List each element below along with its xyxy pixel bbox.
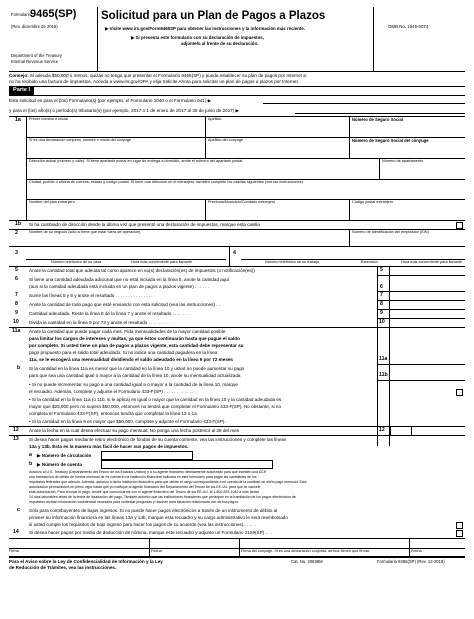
dept-line2: Internal Revenue Service	[11, 59, 59, 64]
line-7-number: 7	[15, 292, 18, 298]
line-3-number: 3	[15, 250, 18, 256]
omb-block	[373, 7, 466, 71]
line-11b-text-1: Si la cantidad en la línea 11a es menor que la cantidad en la línea 10 y usted no puede aumentar su pago	[29, 366, 245, 371]
spouse-last-name-label: Apellido del cónyuge	[208, 138, 244, 142]
line-c-text-2: proveer su información financiera en las líneas 13a y 13b, marque esta recuadro y su cargo administrativo le será reembolsado	[29, 515, 288, 520]
line-11a-text-2: para limitar los cargos de intereses y multas, ya que éstos continuarán hasta que pague el saldo	[29, 336, 240, 341]
line-11b-number: b	[17, 365, 21, 371]
line-13a-letter: a	[29, 452, 32, 458]
line-10-number: 10	[13, 319, 19, 325]
line-11a-text-3: por completo. Si usted tiene un plan de pagos a plazos vigente, esta cantidad debe representar su	[29, 343, 244, 348]
line-6-text: Si tiene una cantidad adeudada adicional que no está incluida en la línea 5, anote la cantidad aquí	[29, 277, 230, 282]
line-8-box-number: 8	[380, 301, 383, 307]
line-14-text: Si desea hacer pagos por medio de deducción de nómina, marque este recuadro y adjunte un Formulario 2159(SP) . . .	[29, 530, 272, 535]
consejo-line2: no ha recibido una factura de impuestos. Acceda a www.irs.gov/OPA y elija Solicite Ahora para solicitar un plan de pagos a plazos por Internet.	[9, 79, 299, 84]
footer-privacy-1: Para el Aviso sobre la Ley de Confidencialidad de Información y la Ley	[9, 559, 163, 564]
foreign-country-label: Nombre del país extranjero	[29, 200, 75, 204]
line-6-box-number: 6	[380, 284, 383, 290]
intro-line2-field[interactable]	[295, 113, 465, 114]
spouse-date-label: Fecha	[411, 549, 422, 553]
account-number-label: ▶ Número de cuenta	[37, 462, 82, 467]
line-13b-letter: b	[29, 461, 33, 467]
line-10-box-number: 10	[379, 319, 385, 325]
omb-number: OMB No. 1545-0074	[388, 24, 429, 29]
payroll-deduction-checkbox[interactable]	[456, 530, 463, 537]
line-c-text-3: si usted cumple los requisitos de bajo ingreso para hacer los pagos de su acuerdo (vea las instrucciones) . . . . .	[29, 522, 257, 527]
line-11a-text-5: 11a, se le escogerá una mensualidad dividiendo el saldo adeudado en la línea 9 por 72 meses	[29, 357, 233, 362]
line-11b-text-2: para que sea una cantidad igual o mayor a la cantidad de la línea 10, anote su mensualidad actualizada	[29, 373, 241, 378]
home-phone-time-label: Hora más conveniente para llamarle	[131, 260, 192, 264]
line-9-text: Cantidad adeudada. Reste la línea 8 de la línea 7 y anote el resultado . . . . . . .	[29, 311, 190, 316]
form-title-block	[97, 7, 373, 71]
auth-line-4: autorización permanecerá en pleno vigor hasta que yo notifique al agente financiero del Departamento del Tesoro de los EE.UU. para que se cancele	[29, 485, 261, 489]
form-prefix: Formulario	[11, 12, 32, 17]
address-label: Dirección actual (número y calle). Si tiene apartado postal en lugar de entrega a domicilio, anote el número del apartado postal.	[29, 159, 244, 163]
bullet-3-line: • Si la cantidad en la línea 9 es mayor que $50,000, complete y adjunte el Formulario 433-F(SP).	[29, 419, 226, 424]
spouse-first-name-label: Si es una declaración conjunta, nombre e inicial del cónyuge	[29, 138, 131, 142]
spouse-signature-label: Firma del cónyuge. Si es una declaración conjunta, ambos tienen que firmar.	[241, 549, 370, 553]
line-11a-number: 11a	[12, 328, 21, 334]
line-11a-text-4: pago propuesto para el saldo total adeudado. Si no indica una cantidad pagadera en la línea	[29, 350, 218, 355]
line-1b-number: 1b	[15, 221, 22, 227]
work-extension-label: Extensión	[361, 260, 378, 264]
line-5-number: 5	[15, 267, 18, 273]
dept-line1: Department of the Treasury	[11, 53, 62, 58]
city-state-zip-label: Ciudad, pueblo u oficina de correos, estado y código postal. Si tiene una dirección en el extranjero, también complete los casillas siguientes (vea las instrucciones).	[29, 180, 304, 184]
line-8-number: 8	[15, 301, 18, 307]
line-11a-text-1: Anote la cantidad que puede pagar cada mes. Pida mensualidades de la mayor cantidad posible	[29, 329, 226, 334]
line-5-box-number: 5	[380, 267, 383, 273]
routing-number-label: ▶ Número de circulación	[37, 453, 92, 458]
rev-date: (Rev. diciembre de 2018)	[11, 24, 58, 29]
work-phone-time-label: Hora más conveniente para llamarle	[401, 260, 462, 264]
line-c-letter: c	[17, 507, 20, 513]
auth-line-3: impuestos federales que adeudo. Además, autorizo a dicha institución financiera para que debite el cargo correspondiente a mi cuenta de la cantidad de dicho pago mensual. Esta	[29, 480, 307, 484]
signature-label: Firma	[9, 549, 19, 553]
line-1a-number: 1a	[15, 117, 21, 123]
form-header	[9, 7, 465, 72]
info-line: ▶ Visite www.irs.gov/Form9465SP para obtener las instrucciones y la información más reciente.	[105, 26, 305, 31]
auth-line-6: 14 días laborables antes de la fecha de liquidación del pago. También autorizo que las instituciones financieras que participan en la tramitación de los pagos electrónicos de	[29, 495, 296, 499]
home-phone-label: Número telefónico de su casa	[51, 260, 102, 264]
line-2-number: 2	[15, 230, 18, 236]
line-6-text-cont: (aun si la cantidad adeudada está incluida en un plan de pagos a plazos vigente) . . . . . .	[29, 284, 210, 289]
footer-cat-number: Cat. No. 20636M	[291, 559, 323, 564]
foreign-province-label: Provincia/Municipio/Condado extranjero	[208, 200, 276, 204]
bullet-1-line1: • Si no puede incrementar su pago a una cantidad igual a o mayor a la cantidad de la línea 10, marque	[29, 382, 238, 387]
routing-number-field[interactable]	[101, 451, 193, 460]
low-income-checkbox[interactable]	[456, 522, 463, 529]
signature-date-label: Fecha	[151, 549, 162, 553]
line-13-text-1: Si desea hacer pagos mediante retiro electrónico de fondos de su cuenta corriente, vea las instrucciones y complete las líneas	[29, 437, 287, 442]
line-7-box-number: 7	[380, 292, 383, 298]
line-12-number: 12	[13, 427, 19, 433]
business-name-label: Nombre de su negocio (sólo si tiene que estar fuera de operación)	[29, 230, 141, 234]
consejo-line1: Consejo: Si adeuda $50,000 o menos, quizás no tenga que presentar el Formulario 9465(SP) y pueda establecer su plan de pagos por Internet si	[9, 73, 307, 78]
auth-line-5: esta autorización. Para revocar el pago, tendré que comunicarme con el agente financiero del Tesoro de los EE.UU. al 1-800-829-1040 a más tardar	[29, 490, 259, 494]
line-8-text: Anote la cantidad de todo pago que esté enviando con esta solicitud (vea las instrucciones) . .	[29, 302, 221, 307]
bullet-2-line2: mayor que $25,000 pero no supera $50,000, entonces no tendrá que completar el Formulario 433-F(SP). No obstante, si no	[29, 404, 282, 409]
line-1b-text: Si ha cambiado de dirección desde la última vez que presentó una declaración de impuestos, marque esta casilla	[29, 222, 260, 227]
auth-line-7: impuestos reciban información confidencial necesaria para contestar preguntas y resolver toda situación relacionada con dichos pagos.	[29, 500, 239, 504]
intro-line2: y para el (los) año(s) o período(s) tributario(s) (por ejemplo, 2017 o 1 de enero de 2017 al 30 de junio de 2017) ▶	[9, 108, 240, 113]
work-phone-label: Número telefónico de su trabajo	[265, 260, 319, 264]
footer-form-id: Formulario 9465(SP) (Rev. 12-2018)	[377, 559, 445, 564]
ssn-label: Número de Seguro Social	[352, 117, 403, 122]
bullet-2-line3: completa el Formulario 433-F(SP), entonces tendrá que completar la línea 13 o 14.	[29, 411, 199, 416]
line-4-number: 4	[233, 250, 236, 256]
line-c-text-1: Sólo para contribuyentes de bajos ingresos. Si no puede hacer pagos electrónicos a través de un instrumento de débito al	[29, 508, 278, 513]
line-12-text: Anote la fecha en la cual desea efectuar su pago mensual. No ponga una fecha posterior al 28 del mes	[29, 428, 239, 433]
line-13-number: 13	[13, 436, 19, 442]
line-9-box-number: 9	[380, 310, 383, 316]
bullet-1-line2: el recuadro. Además, complete y adjunte el Formulario 433-F(SP) . . . . . . . . . . . . .	[29, 389, 196, 394]
attach-line2: adjúntelo al frente de su declaración.	[181, 41, 259, 46]
intro-line1-field[interactable]	[263, 103, 465, 104]
line-7-text: Sume las líneas 5 y 6 y anote el resultado . . . . . . . . . . . . . . .	[29, 293, 153, 298]
footer-privacy-2: de Reducción de Trámites, vea las instrucciones.	[9, 565, 117, 570]
intro-line1: Esta solicitud es para el (los) Formulario(s) (por ejemplo, el Formulario 1040 o el Formulario 941) ▶	[9, 98, 212, 103]
bullet-2-line1: • Si la cantidad en la línea 11a (o 11b, si le aplica) es igual o mayor que la cantidad en la línea 10 y la cantidad adeudada es	[29, 397, 282, 402]
line-12-box-number: 12	[379, 427, 385, 433]
line-9-number: 9	[15, 310, 18, 316]
ein-label: Número de identificación del empleador (EIN)	[352, 230, 429, 234]
line-6-number: 6	[15, 276, 18, 282]
line-11a-box-number: 11a	[379, 356, 388, 362]
line-14-number: 14	[13, 529, 19, 535]
apartment-label: Número de apartamento	[382, 159, 424, 163]
auth-line-2: una transacción de débito de fondos mensual de mi cuenta en la institución financiera indicada en este formulario para pagar las cantidades de los	[29, 475, 257, 479]
line-13-text-2: 13a y 13b. Ésta es la manera más fácil de hacer sus pagos de impuestos.	[29, 444, 189, 449]
address-change-checkbox[interactable]	[456, 222, 463, 229]
cannot-increase-checkbox[interactable]	[456, 389, 463, 396]
form-9465sp-page	[9, 7, 465, 605]
line-11b-box-number: 11b	[379, 372, 388, 378]
attach-line1: ▶ Si presenta este formulario con su declaración de impuestos,	[131, 35, 264, 40]
form-id-block	[9, 7, 98, 71]
spouse-ssn-label: Número de Seguro Social del cónyuge	[352, 138, 429, 143]
form-title: Solicitud para un Plan de Pagos a Plazos	[101, 10, 326, 22]
auth-line-1: Autorizo al U.S. Treasury (Departamento del Tesoro de los Estados Unidos) y a su agente financiero debidamente autorizado para que tramiten una ACH	[29, 470, 267, 474]
last-name-label: Apellido	[208, 117, 222, 121]
account-number-field[interactable]	[101, 460, 273, 469]
line-10-text: Divida la cantidad en la línea 9 por 72 y anote el resultado . . . . . . . . .	[29, 320, 171, 325]
part-1-label: Parte I	[9, 87, 34, 95]
line-5-text: Anote la cantidad total que adeuda tal como aparece en su(s) declaración(es) de impuestos (o notificación(es))	[29, 268, 255, 273]
foreign-postal-label: Código postal extranjero	[352, 200, 394, 204]
form-number: 9465(SP)	[30, 8, 77, 20]
first-name-label: Primer nombre e inicial	[29, 117, 68, 121]
